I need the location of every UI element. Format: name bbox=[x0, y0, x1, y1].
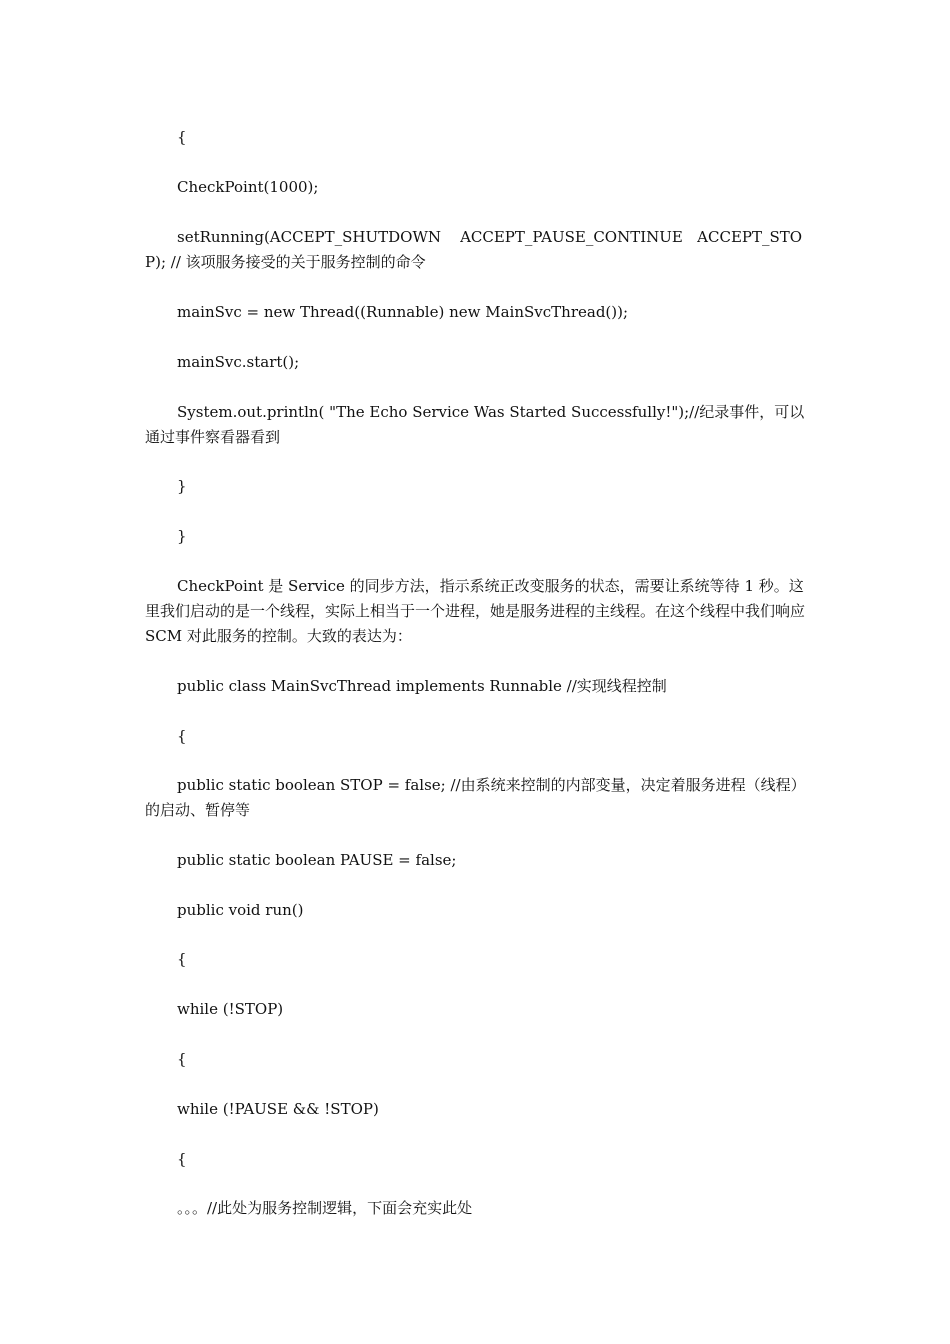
code-open-brace: { bbox=[177, 727, 187, 745]
code-stop-field: public static boolean STOP = false; //由系统来控制的内部变量，决定着服务进程（线程）的启动、暂停等 bbox=[145, 776, 806, 819]
code-set-running: setRunning(ACCEPT_SHUTDOWN ACCEPT_PAUSE_CONTINUE ACCEPT_STOP); // 该项服务接受的关于服务控制的命令 bbox=[145, 228, 803, 271]
code-class-declaration: public class MainSvcThread implements Runnable //实现线程控制 bbox=[177, 677, 667, 695]
code-open-brace: { bbox=[177, 1150, 187, 1168]
code-open-brace: { bbox=[177, 1050, 187, 1068]
code-while-pause: while (!PAUSE && !STOP) bbox=[177, 1100, 379, 1118]
code-main-svc-thread: mainSvc = new Thread((Runnable) new MainSvcThread()); bbox=[177, 303, 629, 321]
code-comment-control-logic: 。。。//此处为服务控制逻辑，下面会充实此处 bbox=[177, 1199, 473, 1217]
code-pause-field: public static boolean PAUSE = false; bbox=[177, 851, 457, 869]
code-open-brace: { bbox=[177, 950, 187, 968]
code-while-stop: while (!STOP) bbox=[177, 1000, 284, 1018]
code-println: System.out.println( "The Echo Service Was Started Successfully!");//纪录事件，可以通过事件察看器看到 bbox=[145, 403, 805, 446]
code-close-brace: } bbox=[177, 527, 187, 545]
code-close-brace: } bbox=[177, 477, 187, 495]
code-run-method: public void run() bbox=[177, 901, 304, 919]
code-checkpoint-call: CheckPoint(1000); bbox=[177, 178, 319, 196]
code-open-brace: { bbox=[177, 128, 187, 146]
body-paragraph: CheckPoint 是 Service 的同步方法，指示系统正改变服务的状态，需要让系统等待 1 秒。这里我们启动的是一个线程，实际上相当于一个进程，她是服务进程的主线程。在这个线程中我们响应 SCM 对此服务的控制。大致的表达为： bbox=[145, 577, 810, 645]
code-main-svc-start: mainSvc.start(); bbox=[177, 353, 300, 371]
